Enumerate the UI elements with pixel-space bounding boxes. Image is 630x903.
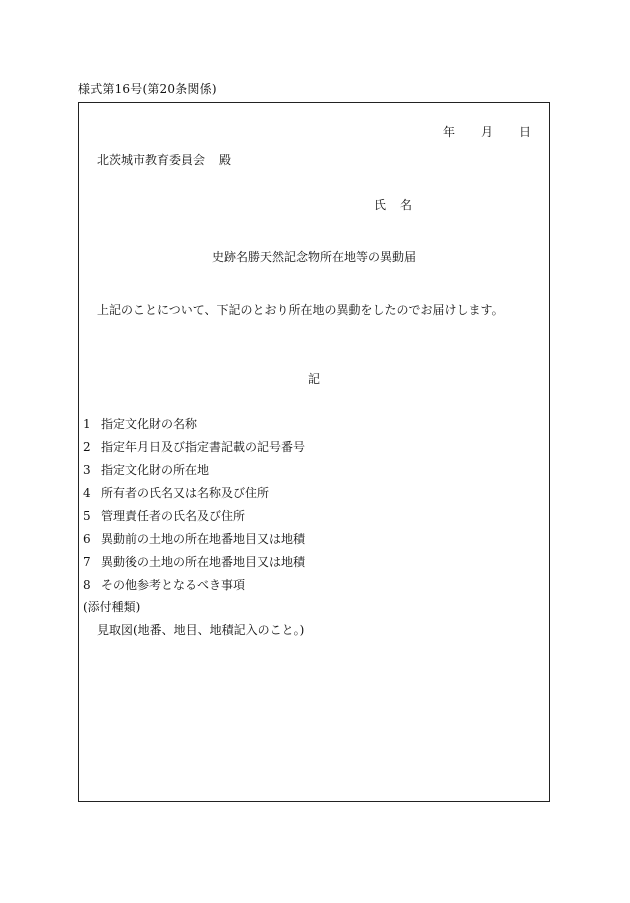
item-number: 8	[83, 578, 91, 592]
recipient-honorific: 殿	[219, 153, 232, 167]
form-frame	[78, 102, 550, 802]
list-item	[83, 530, 305, 547]
item-label: 異動前の土地の所在地番地目又は地積	[101, 532, 306, 546]
recipient	[97, 151, 231, 168]
form-number: 様式第16号(第20条関係)	[78, 82, 217, 96]
item-number: 1	[83, 417, 91, 431]
list-item	[83, 484, 269, 501]
item-label: その他参考となるべき事項	[101, 578, 246, 592]
item-label: 指定年月日及び指定書記載の記号番号	[101, 440, 306, 454]
year-label: 年	[442, 125, 455, 139]
item-label: 指定文化財の名称	[101, 417, 198, 431]
item-label: 所有者の氏名又は名称及び住所	[101, 486, 270, 500]
body-text: 上記のことについて、下記のとおり所在地の異動をしたのでお届けします。	[97, 303, 504, 317]
name-label-shi: 氏	[374, 198, 387, 212]
item-number: 5	[83, 509, 91, 523]
item-number: 6	[83, 532, 91, 546]
applicant-name-label	[374, 196, 412, 213]
name-label-mei: 名	[400, 198, 413, 212]
attachment-value: 見取図(地番、地目、地積記入のこと。)	[97, 623, 305, 637]
item-number: 2	[83, 440, 91, 454]
day-label: 日	[518, 125, 531, 139]
date-row	[443, 123, 531, 140]
list-item	[83, 415, 197, 432]
item-label: 指定文化財の所在地	[101, 463, 210, 477]
recipient-name: 北茨城市教育委員会	[97, 153, 206, 167]
item-label: 管理責任者の氏名及び住所	[101, 509, 246, 523]
attachment-heading: (添付種類)	[83, 600, 141, 614]
item-number: 3	[83, 463, 91, 477]
list-item	[83, 461, 209, 478]
item-label: 異動後の土地の所在地番地目又は地積	[101, 555, 306, 569]
item-number: 4	[83, 486, 91, 500]
ki-heading: 記	[307, 372, 320, 386]
list-item	[83, 438, 305, 455]
item-number: 7	[83, 555, 91, 569]
list-item	[83, 507, 245, 524]
list-item	[83, 576, 245, 593]
list-item	[83, 553, 305, 570]
month-label: 月	[480, 125, 493, 139]
document-title: 史跡名勝天然記念物所在地等の異動届	[211, 250, 416, 264]
